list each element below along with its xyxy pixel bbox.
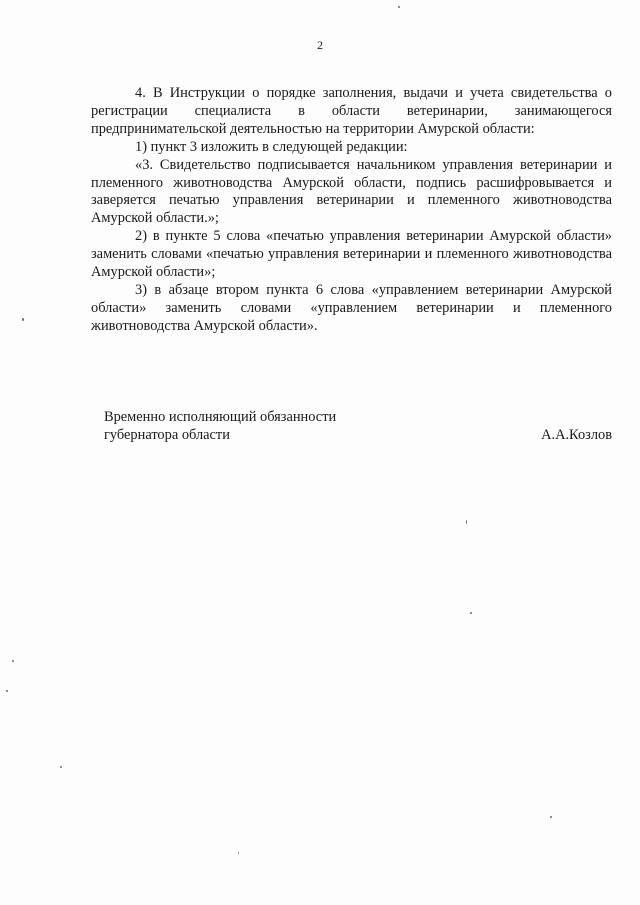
signatory-position-line-2: губернатора области [104, 427, 230, 443]
paragraph-subitem-2: 2) в пункте 5 слова «печатью управления ветеринарии Амурской области» заменить словами «печатью управления ветеринарии и племенного животноводства Амурской области»; [91, 228, 612, 281]
paragraph-item-4: 4. В Инструкции о порядке заполнения, выдачи и учета свидетельства о регистрации специалиста в области ветеринарии, занимающегося предпринимательской деятельностью на территории Амурской области: [91, 85, 612, 137]
scan-speck [12, 660, 14, 662]
signatory-position-line-1: Временно исполняющий обязанности [104, 409, 337, 425]
paragraph-subitem-3: 3) в абзаце втором пункта 6 слова «управлением ветеринарии Амурской области» заменить словами «управлением ветеринарии и племенного животноводства Амурской области». [91, 281, 612, 334]
scan-speck [6, 690, 8, 692]
document-body [91, 85, 612, 336]
scan-speck [398, 6, 400, 8]
scan-speck [22, 318, 24, 321]
scan-speck [238, 852, 239, 854]
scan-speck [60, 766, 62, 768]
signature-row [104, 426, 612, 444]
scan-speck [550, 816, 552, 818]
paragraph-quote-3: «3. Свидетельство подписывается начальником управления ветеринарии и племенного животноводства Амурской области, подпись расшифровывается и заверяется печатью управления ветеринарии и племенного животноводства Амурской области.»; [91, 156, 612, 227]
signatory-name: А.А.Козлов [541, 427, 612, 443]
paragraph-subitem-1: 1) пункт 3 изложить в следующей редакции: [135, 138, 408, 155]
signature-block [104, 408, 612, 444]
page-number: 2 [317, 38, 323, 52]
scan-speck [470, 612, 472, 614]
scan-speck [466, 520, 467, 524]
